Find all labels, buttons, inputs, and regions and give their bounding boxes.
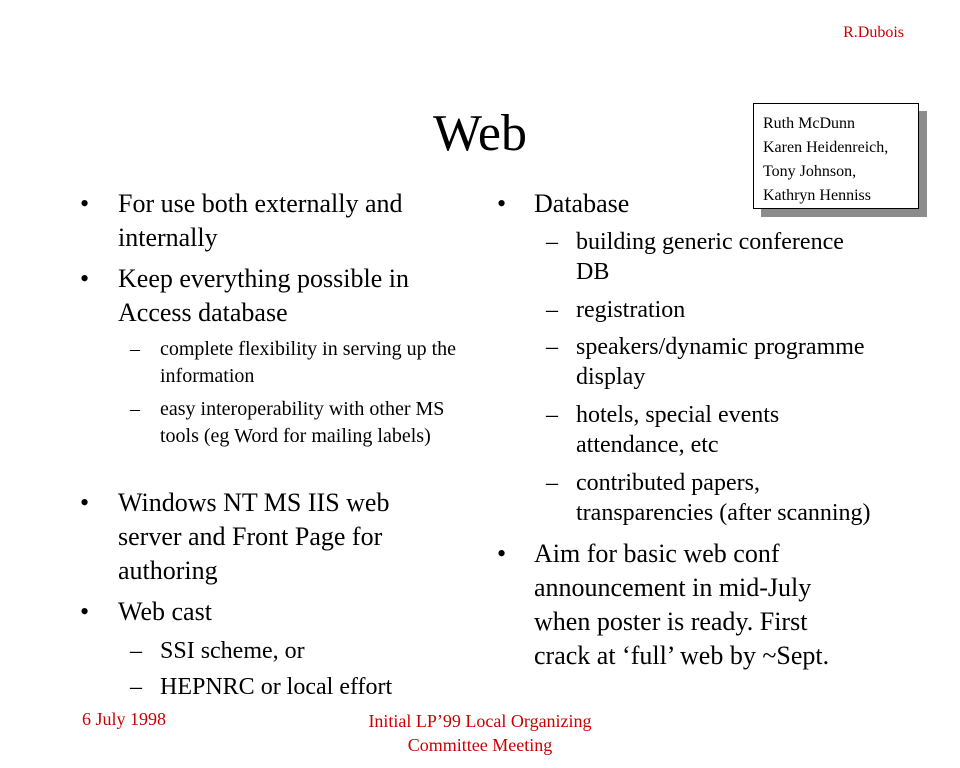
- dash-icon: –: [130, 338, 140, 360]
- bullet-text: Web cast: [118, 597, 212, 626]
- bullet-icon: •: [80, 264, 90, 293]
- sub-bullet-text: SSI scheme, or: [160, 638, 305, 664]
- bullet-text: For use both externally and internally: [118, 189, 403, 252]
- dash-icon: –: [546, 334, 558, 360]
- bullet-icon: •: [80, 488, 90, 517]
- dash-icon: –: [546, 470, 558, 496]
- dash-icon: –: [130, 638, 142, 664]
- bullet-text: Keep everything possible in Access database: [118, 264, 409, 327]
- dash-icon: –: [546, 229, 558, 255]
- sub-bullet-text: building generic conference DB: [576, 229, 844, 285]
- name-line: Karen Heidenreich,: [763, 139, 889, 156]
- footer-meeting-line: Initial LP’99 Local Organizing: [368, 711, 592, 731]
- bullet-text: Aim for basic web conf announcement in mid-July when poster is ready. First crack at ‘full’ web by ~Sept.: [534, 539, 830, 670]
- name-line: Ruth McDunn: [763, 115, 855, 132]
- dash-icon: –: [130, 674, 142, 700]
- footer-meeting-line: Committee Meeting: [407, 735, 553, 755]
- sub-bullet-text: registration: [576, 297, 686, 323]
- bullet-text: Windows NT MS IIS web server and Front Page for authoring: [118, 488, 390, 585]
- sub-bullet-text: complete flexibility in serving up the information: [160, 338, 457, 387]
- author-label: R.Dubois: [843, 24, 904, 41]
- dash-icon: –: [546, 402, 558, 428]
- sub-bullet-text: easy interoperability with other MS tools (eg Word for mailing labels): [160, 398, 445, 447]
- bullet-text: Database: [534, 189, 630, 218]
- dash-icon: –: [546, 297, 558, 323]
- names-box: [753, 103, 919, 209]
- name-line: Kathryn Henniss: [763, 187, 871, 204]
- dash-icon: –: [130, 398, 140, 420]
- sub-bullet-text: speakers/dynamic programme display: [576, 334, 865, 390]
- footer-date: 6 July 1998: [82, 709, 167, 729]
- bullet-icon: •: [497, 189, 507, 218]
- footer-meeting: [330, 709, 630, 757]
- name-line: Tony Johnson,: [763, 163, 857, 180]
- sub-bullet-text: HEPNRC or local effort: [160, 674, 393, 700]
- slide-title: Web: [433, 105, 527, 162]
- sub-bullet-text: hotels, special events attendance, etc: [576, 402, 780, 458]
- sub-bullet-text: contributed papers, transparencies (after scanning): [576, 470, 871, 526]
- bullet-icon: •: [497, 539, 507, 568]
- bullet-icon: •: [80, 597, 90, 626]
- bullet-icon: •: [80, 189, 90, 218]
